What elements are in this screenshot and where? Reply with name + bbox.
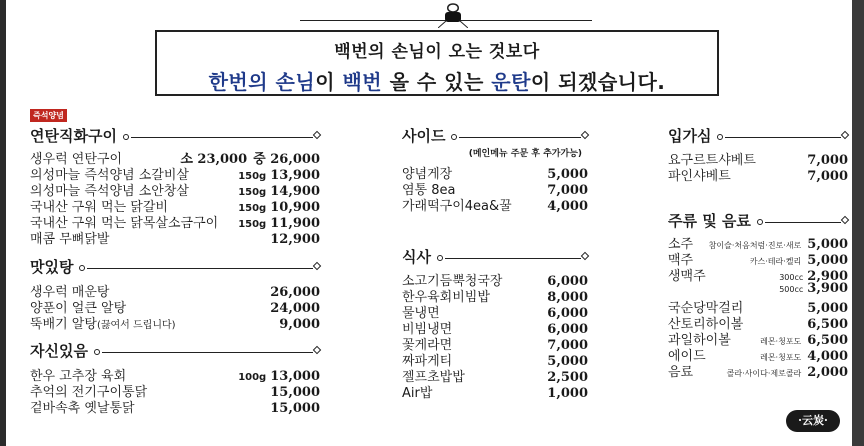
item-name: 매콤 무뼈닭발 — [30, 232, 110, 247]
item-price: 3,900 — [807, 281, 848, 296]
title-ornament-end — [841, 216, 849, 224]
section-title-text: 연탄직화구이 — [30, 126, 117, 145]
item-note: 레몬·청포도 — [760, 337, 802, 346]
item-name: 짜파게티 — [402, 354, 453, 369]
title-ornament — [451, 130, 581, 140]
item-price: 4,000 — [807, 349, 848, 364]
item-name: 염통 8ea — [402, 183, 456, 198]
item-price: 2,900 — [807, 269, 848, 284]
item-name: 양념게장 — [402, 167, 453, 182]
menu-item — [668, 297, 848, 316]
item-price: 10,900 — [270, 200, 320, 215]
item-price: 5,000 — [807, 301, 848, 316]
item-weight: 100g — [238, 372, 267, 383]
item-price: 4,000 — [547, 199, 588, 214]
item-price: 6,000 — [547, 274, 588, 289]
item-price: 7,000 — [547, 183, 588, 198]
menu-item — [402, 270, 588, 289]
item-name: 겉바속촉 옛날통닭 — [30, 401, 135, 416]
hanger-hook-icon — [438, 2, 468, 28]
item-name: 한우 고추장 육회 — [30, 369, 127, 384]
section-title-text: 식사 — [402, 247, 431, 266]
item-price: 5,000 — [807, 253, 848, 268]
item-price: 6,500 — [807, 333, 848, 348]
right-edge — [852, 0, 864, 446]
item-name: 음료 — [668, 365, 694, 380]
title-ornament-end — [581, 252, 589, 260]
menu-item — [30, 148, 320, 167]
item-name: 맥주 — [668, 253, 694, 268]
section-title-meal — [402, 245, 588, 267]
menu-item — [30, 365, 320, 384]
section-title-yeontan — [30, 124, 320, 146]
title-ornament — [94, 345, 313, 355]
item-note: (끓여서 드립니다) — [96, 320, 176, 331]
item-price: 15,000 — [270, 385, 320, 400]
title-ornament-end — [313, 346, 321, 354]
item-price: 6,000 — [547, 306, 588, 321]
item-price: 24,000 — [270, 301, 320, 316]
slogan-text: 올 수 있는 — [382, 70, 492, 94]
item-name: 꽃게라면 — [402, 338, 453, 353]
menu-item — [668, 233, 848, 252]
title-ornament-end — [313, 131, 321, 139]
item-name-text: 뚝배기 알탕 — [30, 317, 97, 332]
brand-logo: ·云炭· — [786, 410, 840, 432]
menu-column-3 — [668, 124, 848, 380]
menu-column-1 — [30, 124, 320, 416]
item-price: 7,000 — [547, 338, 588, 353]
item-name: 산토리하이볼 — [668, 317, 744, 332]
item-note: 레몬·청포도 — [760, 353, 802, 362]
item-price: 14,900 — [270, 184, 320, 199]
item-price: 11,900 — [270, 216, 320, 231]
item-note: 콜라·사이다·제로콜라 — [726, 369, 802, 378]
title-ornament-end — [841, 131, 849, 139]
slogan-banner — [155, 30, 719, 96]
item-name — [30, 313, 279, 332]
section-title-dessert — [668, 124, 848, 146]
item-name: 파인샤베트 — [668, 169, 731, 184]
item-name: Air밥 — [402, 386, 433, 401]
item-name: 국내산 구워 먹는 닭목살소금구이 — [30, 216, 219, 231]
item-name: 과일하이볼 — [668, 333, 731, 348]
title-ornament-end — [313, 262, 321, 270]
slogan-text: 이 — [315, 70, 343, 94]
item-size: 500cc — [779, 285, 804, 294]
left-edge — [0, 0, 6, 446]
item-price: 12,900 — [270, 232, 320, 247]
section-title-text: 맛있탕 — [30, 257, 74, 276]
section-title-text: 사이드 — [402, 126, 446, 145]
section-title-text: 자신있음 — [30, 341, 88, 360]
item-weight: 150g — [238, 171, 267, 182]
item-weight: 150g — [238, 219, 267, 230]
section-title-side — [402, 124, 588, 146]
title-ornament — [757, 215, 841, 225]
item-price: 6,500 — [807, 317, 848, 332]
item-name: 에이드 — [668, 349, 706, 364]
item-name: 의성마늘 즉석양념 소안창살 — [30, 184, 189, 199]
item-weight: 150g — [238, 203, 267, 214]
item-price: 2,000 — [807, 365, 848, 380]
item-price: 26,000 — [270, 285, 320, 300]
menu-item — [402, 163, 588, 182]
title-ornament-end — [581, 131, 589, 139]
section-title-text: 주류 및 음료 — [668, 211, 751, 230]
title-ornament — [79, 261, 313, 271]
item-name: 비빔냉면 — [402, 322, 453, 337]
item-name: 소주 — [668, 237, 694, 252]
item-name: 국내산 구워 먹는 닭갈비 — [30, 200, 168, 215]
item-name: 생우럭 매운탕 — [30, 285, 110, 300]
item-note: 참이슬·처음처럼·진로·새로 — [708, 241, 802, 250]
title-ornament — [123, 130, 313, 140]
menu-item — [30, 313, 320, 332]
item-price: 7,000 — [807, 153, 848, 168]
item-price: 7,000 — [807, 169, 848, 184]
item-name: 물냉면 — [402, 306, 440, 321]
item-name: 국순당막걸리 — [668, 301, 744, 316]
item-price: 15,000 — [270, 401, 320, 416]
section-title-jasin — [30, 339, 320, 361]
item-price: 8,000 — [547, 290, 588, 305]
item-name: 생우럭 연탄구이 — [30, 152, 123, 167]
slogan-line-1: 백번의 손님이 오는 것보다 — [334, 42, 540, 62]
menu-column-2 — [402, 124, 588, 401]
slogan-line-2 — [157, 66, 717, 95]
section-title-text: 입가심 — [668, 126, 712, 145]
item-price: 2,500 — [547, 370, 588, 385]
item-name: 의성마늘 즉석양념 소갈비살 — [30, 168, 189, 183]
slogan-highlight: 운탄 — [491, 70, 531, 94]
item-price: 5,000 — [547, 354, 588, 369]
item-name: 가래떡구이4ea&꿀 — [402, 199, 512, 214]
item-price-medium: 중 26,000 — [253, 152, 320, 167]
item-price: 9,000 — [279, 317, 320, 332]
item-price-small: 소 23,000 — [180, 152, 248, 167]
section-subtitle: (메인메뉴 주문 후 추가가능) — [468, 149, 582, 159]
item-name: 요구르트샤베트 — [668, 153, 756, 168]
slogan-highlight: 백번 — [342, 70, 383, 94]
item-weight: 150g — [238, 187, 267, 198]
item-name: 양푼이 얼큰 알탕 — [30, 301, 127, 316]
item-name: 한우육회비빔밥 — [402, 290, 490, 305]
item-price: 6,000 — [547, 322, 588, 337]
title-ornament — [717, 130, 841, 140]
item-size: 300cc — [779, 273, 804, 282]
item-note: 카스·테라·켈리 — [749, 257, 802, 266]
item-price: 13,000 — [270, 369, 320, 384]
item-name: 소고기듬뿍청국장 — [402, 274, 503, 289]
menu-item — [668, 149, 848, 168]
menu-item — [30, 281, 320, 300]
item-price: 5,000 — [807, 237, 848, 252]
item-name: 추억의 전기구이통닭 — [30, 385, 148, 400]
section-title-drinks — [668, 209, 848, 231]
slogan-text: 이 되겠습니다. — [530, 70, 666, 94]
item-price: 5,000 — [547, 167, 588, 182]
section-title-matitang — [30, 255, 320, 277]
item-price: 1,000 — [547, 386, 588, 401]
item-price: 13,900 — [270, 168, 320, 183]
instant-marinade-badge: 즉석양념 — [30, 109, 67, 122]
slogan-highlight: 한번의 손님 — [208, 70, 316, 94]
title-ornament — [437, 251, 581, 261]
item-name: 젤프초밥밥 — [402, 370, 465, 385]
item-name: 생맥주 — [668, 269, 706, 284]
